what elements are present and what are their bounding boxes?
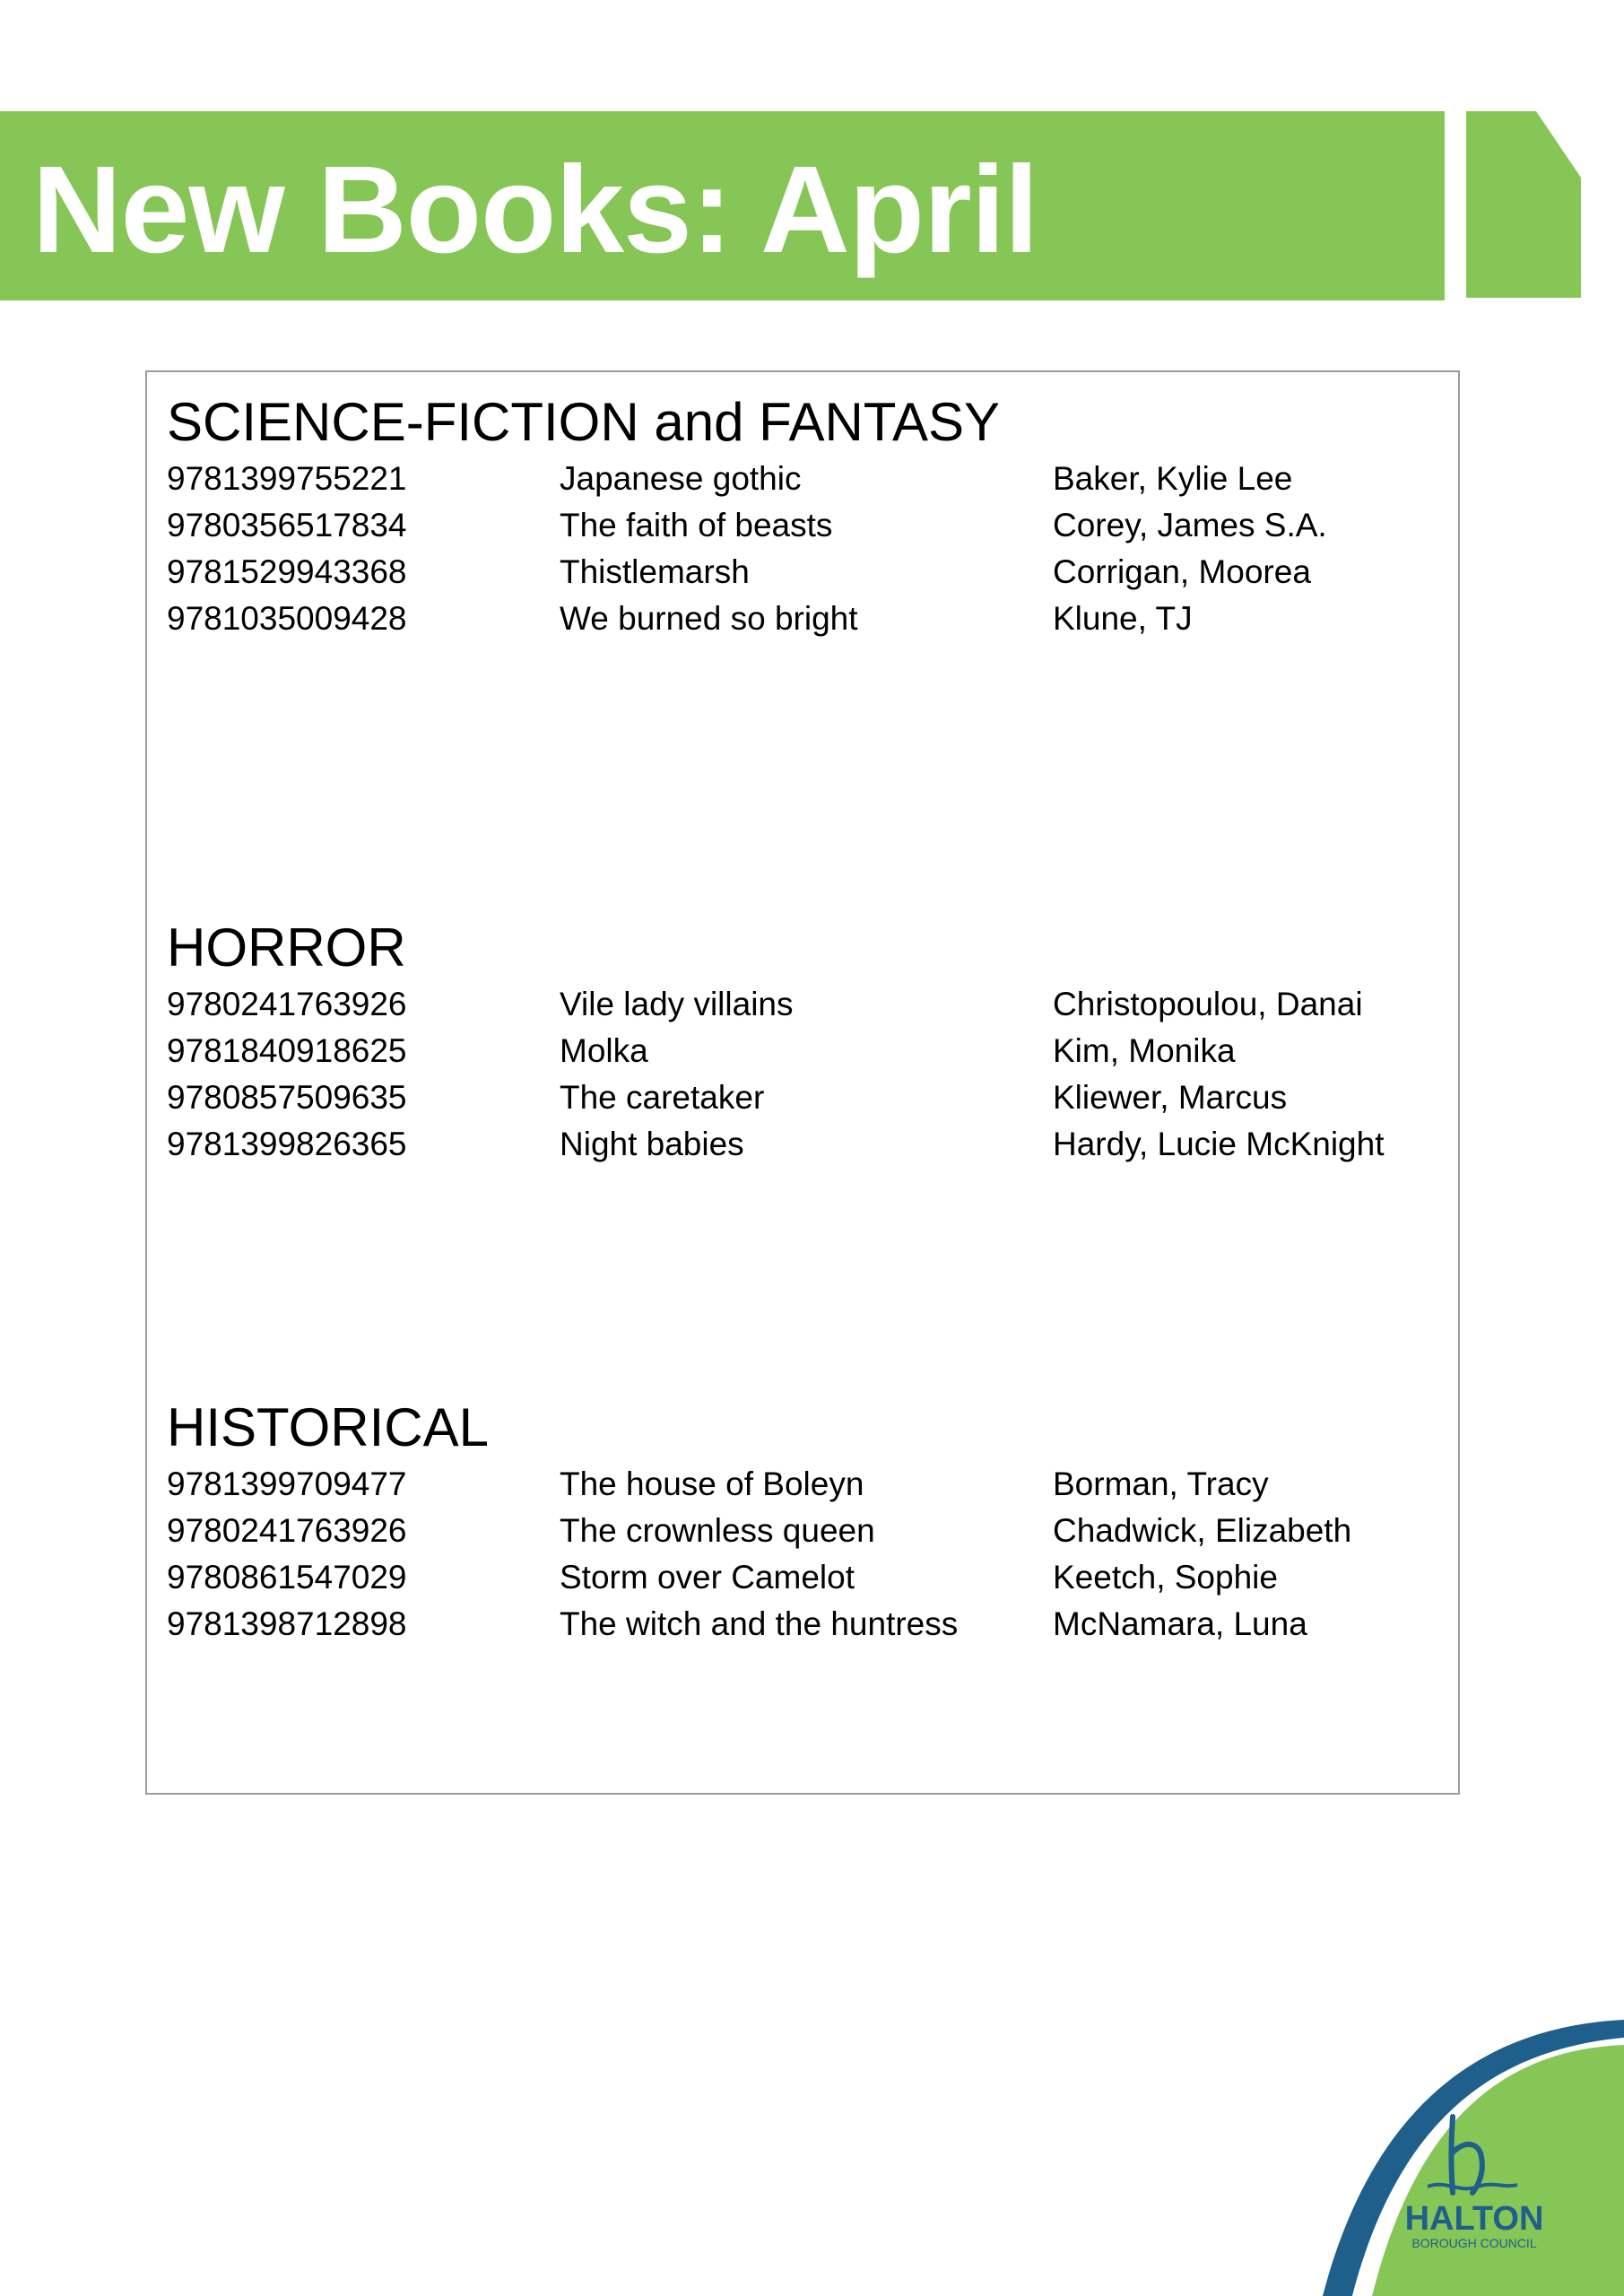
- book-isbn: 9780241763926: [167, 986, 407, 1022]
- book-isbn: 9781035009428: [167, 600, 407, 637]
- book-isbn: 9780241763926: [167, 1512, 407, 1549]
- book-list-box: [145, 370, 1460, 1795]
- book-row: [167, 549, 1449, 596]
- section-heading: HORROR: [167, 918, 406, 978]
- banner-tab-decoration: [1466, 111, 1581, 302]
- book-isbn: 9781840918625: [167, 1032, 407, 1069]
- book-isbn: 9781399709477: [167, 1465, 407, 1502]
- book-isbn: 9781398712898: [167, 1605, 407, 1642]
- book-author: Corrigan, Moorea: [1053, 553, 1311, 590]
- header-banner: [0, 111, 1445, 300]
- book-row: [167, 1601, 1449, 1648]
- section-heading: SCIENCE-FICTION and FANTASY: [167, 392, 1001, 452]
- book-row: [167, 1554, 1449, 1601]
- page-title: New Books: April: [32, 141, 1038, 279]
- book-author: Keetch, Sophie: [1053, 1559, 1278, 1596]
- book-author: Borman, Tracy: [1053, 1465, 1269, 1502]
- book-title: The witch and the huntress: [560, 1605, 959, 1642]
- book-isbn: 9780857509635: [167, 1079, 407, 1116]
- book-author: Christopoulou, Danai: [1053, 986, 1363, 1022]
- book-title: Vile lady villains: [560, 986, 794, 1022]
- book-isbn: 9780356517834: [167, 507, 407, 544]
- halton-council-logo: [1238, 2009, 1624, 2296]
- book-title: Storm over Camelot: [560, 1559, 855, 1596]
- book-row: [167, 596, 1449, 642]
- book-row: [167, 1121, 1449, 1168]
- book-row: [167, 1074, 1449, 1121]
- book-author: Baker, Kylie Lee: [1053, 460, 1293, 497]
- book-author: Corey, James S.A.: [1053, 507, 1327, 544]
- book-author: Chadwick, Elizabeth: [1053, 1512, 1352, 1549]
- book-title: Night babies: [560, 1126, 744, 1162]
- book-isbn: 9780861547029: [167, 1559, 407, 1596]
- book-row: [167, 502, 1449, 549]
- book-row: [167, 1508, 1449, 1554]
- book-title: Japanese gothic: [560, 460, 802, 497]
- book-title: The caretaker: [560, 1079, 765, 1116]
- section-heading: HISTORICAL: [167, 1397, 489, 1457]
- book-author: McNamara, Luna: [1053, 1605, 1307, 1642]
- book-title: Thistlemarsh: [560, 553, 750, 590]
- book-author: Kim, Monika: [1053, 1032, 1236, 1069]
- book-author: Klune, TJ: [1053, 600, 1193, 637]
- book-title: We burned so bright: [560, 600, 858, 637]
- book-isbn: 9781399826365: [167, 1126, 407, 1162]
- section-horror: [167, 917, 1449, 1168]
- book-title: The house of Boleyn: [560, 1465, 864, 1502]
- section-historical: [167, 1396, 1449, 1648]
- book-row: [167, 1461, 1449, 1508]
- book-author: Kliewer, Marcus: [1053, 1079, 1288, 1116]
- book-row: [167, 456, 1449, 502]
- book-row: [167, 1028, 1449, 1074]
- book-title: The faith of beasts: [560, 507, 833, 544]
- book-author: Hardy, Lucie McKnight: [1053, 1126, 1385, 1162]
- book-title: The crownless queen: [560, 1512, 875, 1549]
- book-title: Molka: [560, 1032, 648, 1069]
- logo-subtitle: BOROUGH COUNCIL: [1411, 2236, 1537, 2250]
- logo-name: HALTON: [1404, 2200, 1544, 2238]
- book-isbn: 9781399755221: [167, 460, 407, 497]
- book-row: [167, 981, 1449, 1028]
- section-science-fiction-fantasy: [167, 391, 1449, 642]
- book-isbn: 9781529943368: [167, 553, 407, 590]
